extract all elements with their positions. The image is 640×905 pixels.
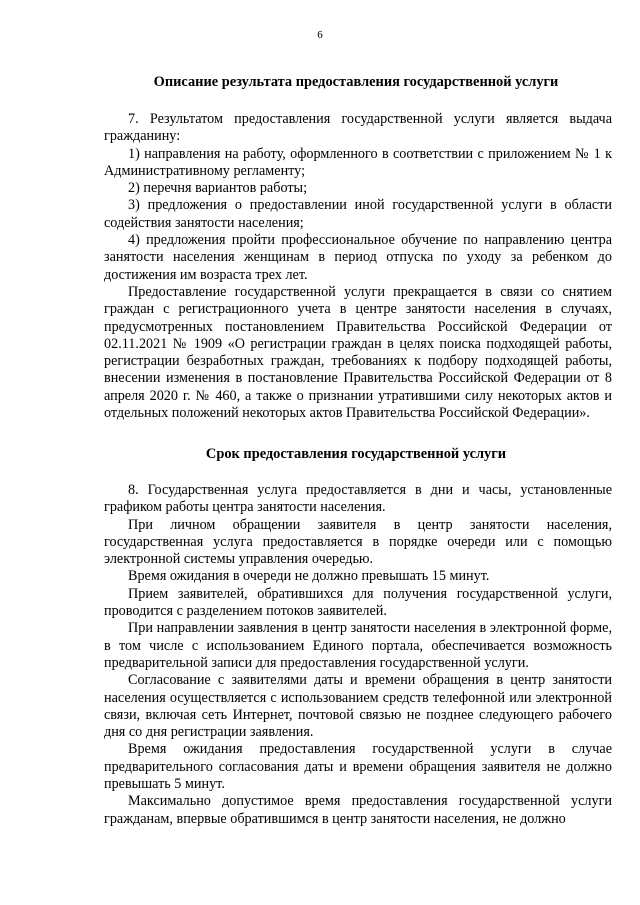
section-body-term xyxy=(104,482,612,828)
section-heading-term: Срок предоставления государственной услуги xyxy=(205,446,507,462)
paragraph: 7. Результатом предоставления государственной услуги является выдача гражданину: xyxy=(104,111,612,145)
paragraph: 4) предложения пройти профессиональное обучение по направлению центра занятости населения женщинам в период отпуска по уходу за ребенком до достижения им возраста трех лет. xyxy=(104,232,612,283)
paragraph: Максимально допустимое время предоставления государственной услуги гражданам, впервые обратившимся в центр занятости населения, не должно xyxy=(104,793,612,827)
section-heading-result: Описание результата предоставления государственной услуги xyxy=(153,74,559,90)
paragraph: При личном обращении заявителя в центр занятости населения, государственная услуга предоставляется в порядке очереди или с помощью электронной системы управления очередью. xyxy=(104,516,612,568)
paragraph: Прием заявителей, обратившихся для получения государственной услуги, проводится с разделением потоков заявителей. xyxy=(104,585,612,620)
paragraph: Время ожидания предоставления государственной услуги в случае предварительного согласования даты и времени обращения заявителя не должно превышать 5 минут. xyxy=(104,741,612,793)
paragraph: 2) перечня вариантов работы; xyxy=(128,180,308,197)
paragraph: 1) направления на работу, оформленного в соответствии с приложением № 1 к Административному регламенту; xyxy=(104,145,612,179)
paragraph: 8. Государственная услуга предоставляется в дни и часы, установленные графиком работы центра занятости населения. xyxy=(104,482,612,516)
paragraph: Время ожидания в очереди не должно превышать 15 минут. xyxy=(128,568,490,585)
paragraph: 3) предложения о предоставлении иной государственной услуги в области содействия занятости населения; xyxy=(104,197,612,231)
paragraph: Предоставление государственной услуги прекращается в связи со снятием граждан с регистрационного учета в центре занятости населения в случаях, предусмотренных постановлением Правительства Российской Федерации от 02.11.2021 № 1909 «О регистрации граждан в целях поиска подходящей работы, регистрации безработных граждан, требованиях к подбору подходящей работы, внесении изменения в постановление Правительства Российской Федерации от 8 апреля 2020 г. № 460, а также о признании утратившими силу некоторых актов и отдельных положений некоторых актов Правительства Российской Федерации». xyxy=(104,283,612,422)
section-body-result xyxy=(104,111,612,422)
paragraph: Согласование с заявителями даты и времени обращения в центр занятости населения осуществляется с использованием средств телефонной или электронной связи, включая сеть Интернет, почтовой связью не позднее следующего рабочего дня со дня регистрации заявления. xyxy=(104,672,612,741)
paragraph: При направлении заявления в центр занятости населения в электронной форме, в том числе с использованием Единого портала, обеспечивается возможность предварительной записи для предоставления государственной услуги. xyxy=(104,620,612,671)
page-number: 6 xyxy=(317,29,323,41)
